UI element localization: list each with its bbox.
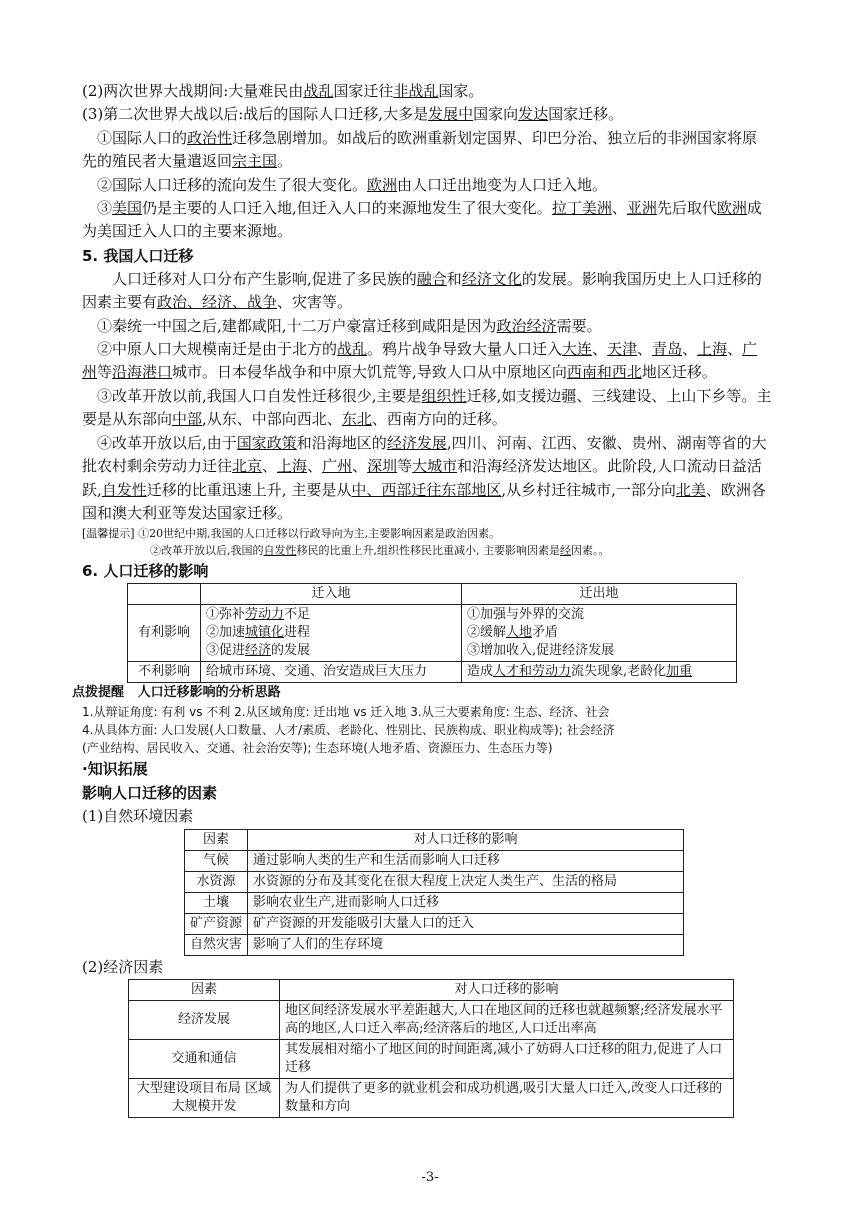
paragraph-post-reform: ④改革开放以后,由于国家政策和沿海地区的经济发展,四川、河南、江西、安徽、贵州、湖南等省的大批农村剩余劳动力迁往北京、上海、广州、深圳等大城市和沿海经济发达地区。此阶段,人口流动日益活跃,自发性迁移的比重迅速上升, 主要是从中、西部迁往东部地区,从乡村迁往城市,一部分向北美、欧洲各国和澳大利亚等发达国家迁移。: [82, 433, 767, 522]
table-row: [185, 892, 684, 913]
table-row: [185, 871, 684, 892]
dianbo-heading: 点拨提醒 人口迁移影响的分析思路: [72, 685, 281, 701]
page-content: [72, 80, 772, 1118]
paragraph-post-wwii: (3)第二次世界大战以后:战后的国际人口迁移,大多是发展中国家向发达国家迁移。: [82, 105, 624, 124]
nature-effect: 矿产资源的开发能吸引大量人口的迁入: [248, 913, 684, 934]
impact-row-label-unfavorable: 不利影响: [128, 662, 201, 683]
nature-effect: 影响农业生产,进而影响人口迁移: [248, 892, 684, 913]
impact-header-out: 迁出地: [462, 584, 737, 605]
tip-line-1: [温馨提示] ①20世纪中期,我国的人口迁移以行政导向为主,主要影响因素是政治因素。: [82, 527, 501, 541]
economy-table: [128, 979, 734, 1118]
page-number: -3-: [421, 1170, 439, 1185]
dianbo-line-3: (产业结构、居民收入、交通、社会治安等); 生态环境(人地矛盾、资源压力、生态压力等): [82, 741, 553, 756]
extension-bullet: ·知识拓展: [82, 760, 148, 779]
nature-effect: 水资源的分布及其变化在很大程度上决定人类生产、生活的格局: [248, 871, 684, 892]
economy-header-effect: 对人口迁移的影响: [280, 980, 734, 1001]
table-row: [129, 1001, 734, 1040]
impact-unfavorable-out: 造成人才和劳动力流失现象,老龄化加重: [462, 662, 737, 683]
economy-factor-transport: 交通和通信: [129, 1040, 280, 1079]
economy-effect: 其发展相对缩小了地区间的时间距离,减小了妨碍人口迁移的阻力,促进了人口迁移: [280, 1040, 734, 1079]
paragraph-political-migration: ①国际人口的政治性迁移急剧增加。如战后的欧洲重新划定国界、印巴分治、独立后的非洲国家将原先的殖民者大量遣返回宗主国。: [82, 128, 758, 171]
nature-effect: 影响了人们的生存环境: [248, 934, 684, 955]
economy-effect: 为人们提供了更多的就业机会和成功机遇,吸引大量人口迁入,改变人口迁移的数量和方向: [280, 1079, 734, 1118]
extension-title: 影响人口迁移的因素: [82, 784, 218, 803]
economy-factor-projects: 大型建设项目布局 区域大规模开发: [129, 1079, 280, 1118]
table-row: [185, 850, 684, 871]
nature-header-factor: 因素: [185, 829, 248, 850]
extension-sub-nature: (1)自然环境因素: [82, 807, 194, 826]
impact-favorable-in: ①弥补劳动力不足 ②加速城镇化进程 ③促进经济的发展: [201, 605, 462, 662]
nature-factor-water: 水资源: [185, 871, 248, 892]
table-row: [185, 934, 684, 955]
extension-sub-economy: (2)经济因素: [82, 957, 164, 976]
paragraph-qin: ①秦统一中国之后,建都咸阳,十二万户豪富迁移到咸阳是因为政治经济需要。: [97, 316, 602, 335]
nature-effect: 通过影响人类的生产和生活而影响人口迁移: [248, 850, 684, 871]
section-heading-china-migration: 5. 我国人口迁移: [82, 246, 194, 265]
tip-line-2: ②改革开放以后,我国的自发性移民的比重上升,组织性移民比重减小, 主要影响因素是经因素。。: [150, 544, 610, 558]
table-row: [129, 1079, 734, 1118]
nature-factor-climate: 气候: [185, 850, 248, 871]
paragraph-central-south: ②中原人口大规模南迁是由于北方的战乱。鸦片战争导致大量人口迁入大连、天津、青岛、上海、广州等沿海港口城市。日本侵华战争和中原大饥荒等,导致人口从中原地区向西南和西北地区迁移。: [82, 340, 758, 382]
nature-factor-soil: 土壤: [185, 892, 248, 913]
impact-table-corner: [128, 584, 201, 605]
impact-unfavorable-in: 给城市环境、交通、治安造成巨大压力: [201, 662, 462, 683]
nature-header-effect: 对人口迁移的影响: [248, 829, 684, 850]
paragraph-usa: ③美国仍是主要的人口迁入地,但迁入人口的来源地发生了很大变化。拉丁美洲、亚洲先后取代欧洲成为美国迁入人口的主要来源地。: [82, 199, 762, 241]
paragraph-europe-change: ②国际人口迁移的流向发生了很大变化。欧洲由人口迁出地变为人口迁入地。: [97, 175, 608, 194]
economy-factor-development: 经济发展: [129, 1001, 280, 1040]
impact-favorable-out: ①加强与外界的交流 ②缓解人地矛盾 ③增加收入,促进经济发展: [462, 605, 737, 662]
economy-effect: 地区间经济发展水平差距越大,人口在地区间的迁移也就越频繁;经济发展水平高的地区,人口迁入率高;经济落后的地区,人口迁出率高: [280, 1001, 734, 1040]
dianbo-line-1: 1.从辩证角度: 有利 vs 不利 2.从区域角度: 迁出地 vs 迁入地 3.从三大要素角度: 生态、经济、社会: [82, 705, 610, 720]
table-row: [129, 1040, 734, 1079]
nature-factor-disaster: 自然灾害: [185, 934, 248, 955]
impact-table: [127, 583, 737, 683]
table-row: [185, 913, 684, 934]
paragraph-wwii-between: (2)两次世界大战期间:大量难民由战乱国家迁往非战乱国家。: [82, 82, 484, 100]
section-heading-impact: 6. 人口迁移的影响: [82, 562, 209, 581]
impact-row-label-favorable: 有利影响: [128, 605, 201, 662]
impact-header-in: 迁入地: [201, 584, 462, 605]
paragraph-pre-reform: ③改革开放以前,我国人口自发性迁移很少,主要是组织性迁移,如支援边疆、三线建设、上山下乡等。主要是从东部向中部,从东、中部向西北、东北、西南方向的迁移。: [82, 386, 772, 429]
nature-table: [184, 829, 684, 956]
nature-factor-minerals: 矿产资源: [185, 913, 248, 934]
economy-header-factor: 因素: [129, 980, 280, 1001]
paragraph-china-intro: 人口迁移对人口分布产生影响,促进了多民族的融合和经济文化的发展。影响我国历史上人口迁移的因素主要有政治、经济、战争、灾害等。: [82, 269, 762, 312]
dianbo-line-2: 4.从具体方面: 人口发展(人口数量、人才/素质、老龄化、性别比、民族构成、职业构成等); 社会经济: [82, 723, 615, 738]
